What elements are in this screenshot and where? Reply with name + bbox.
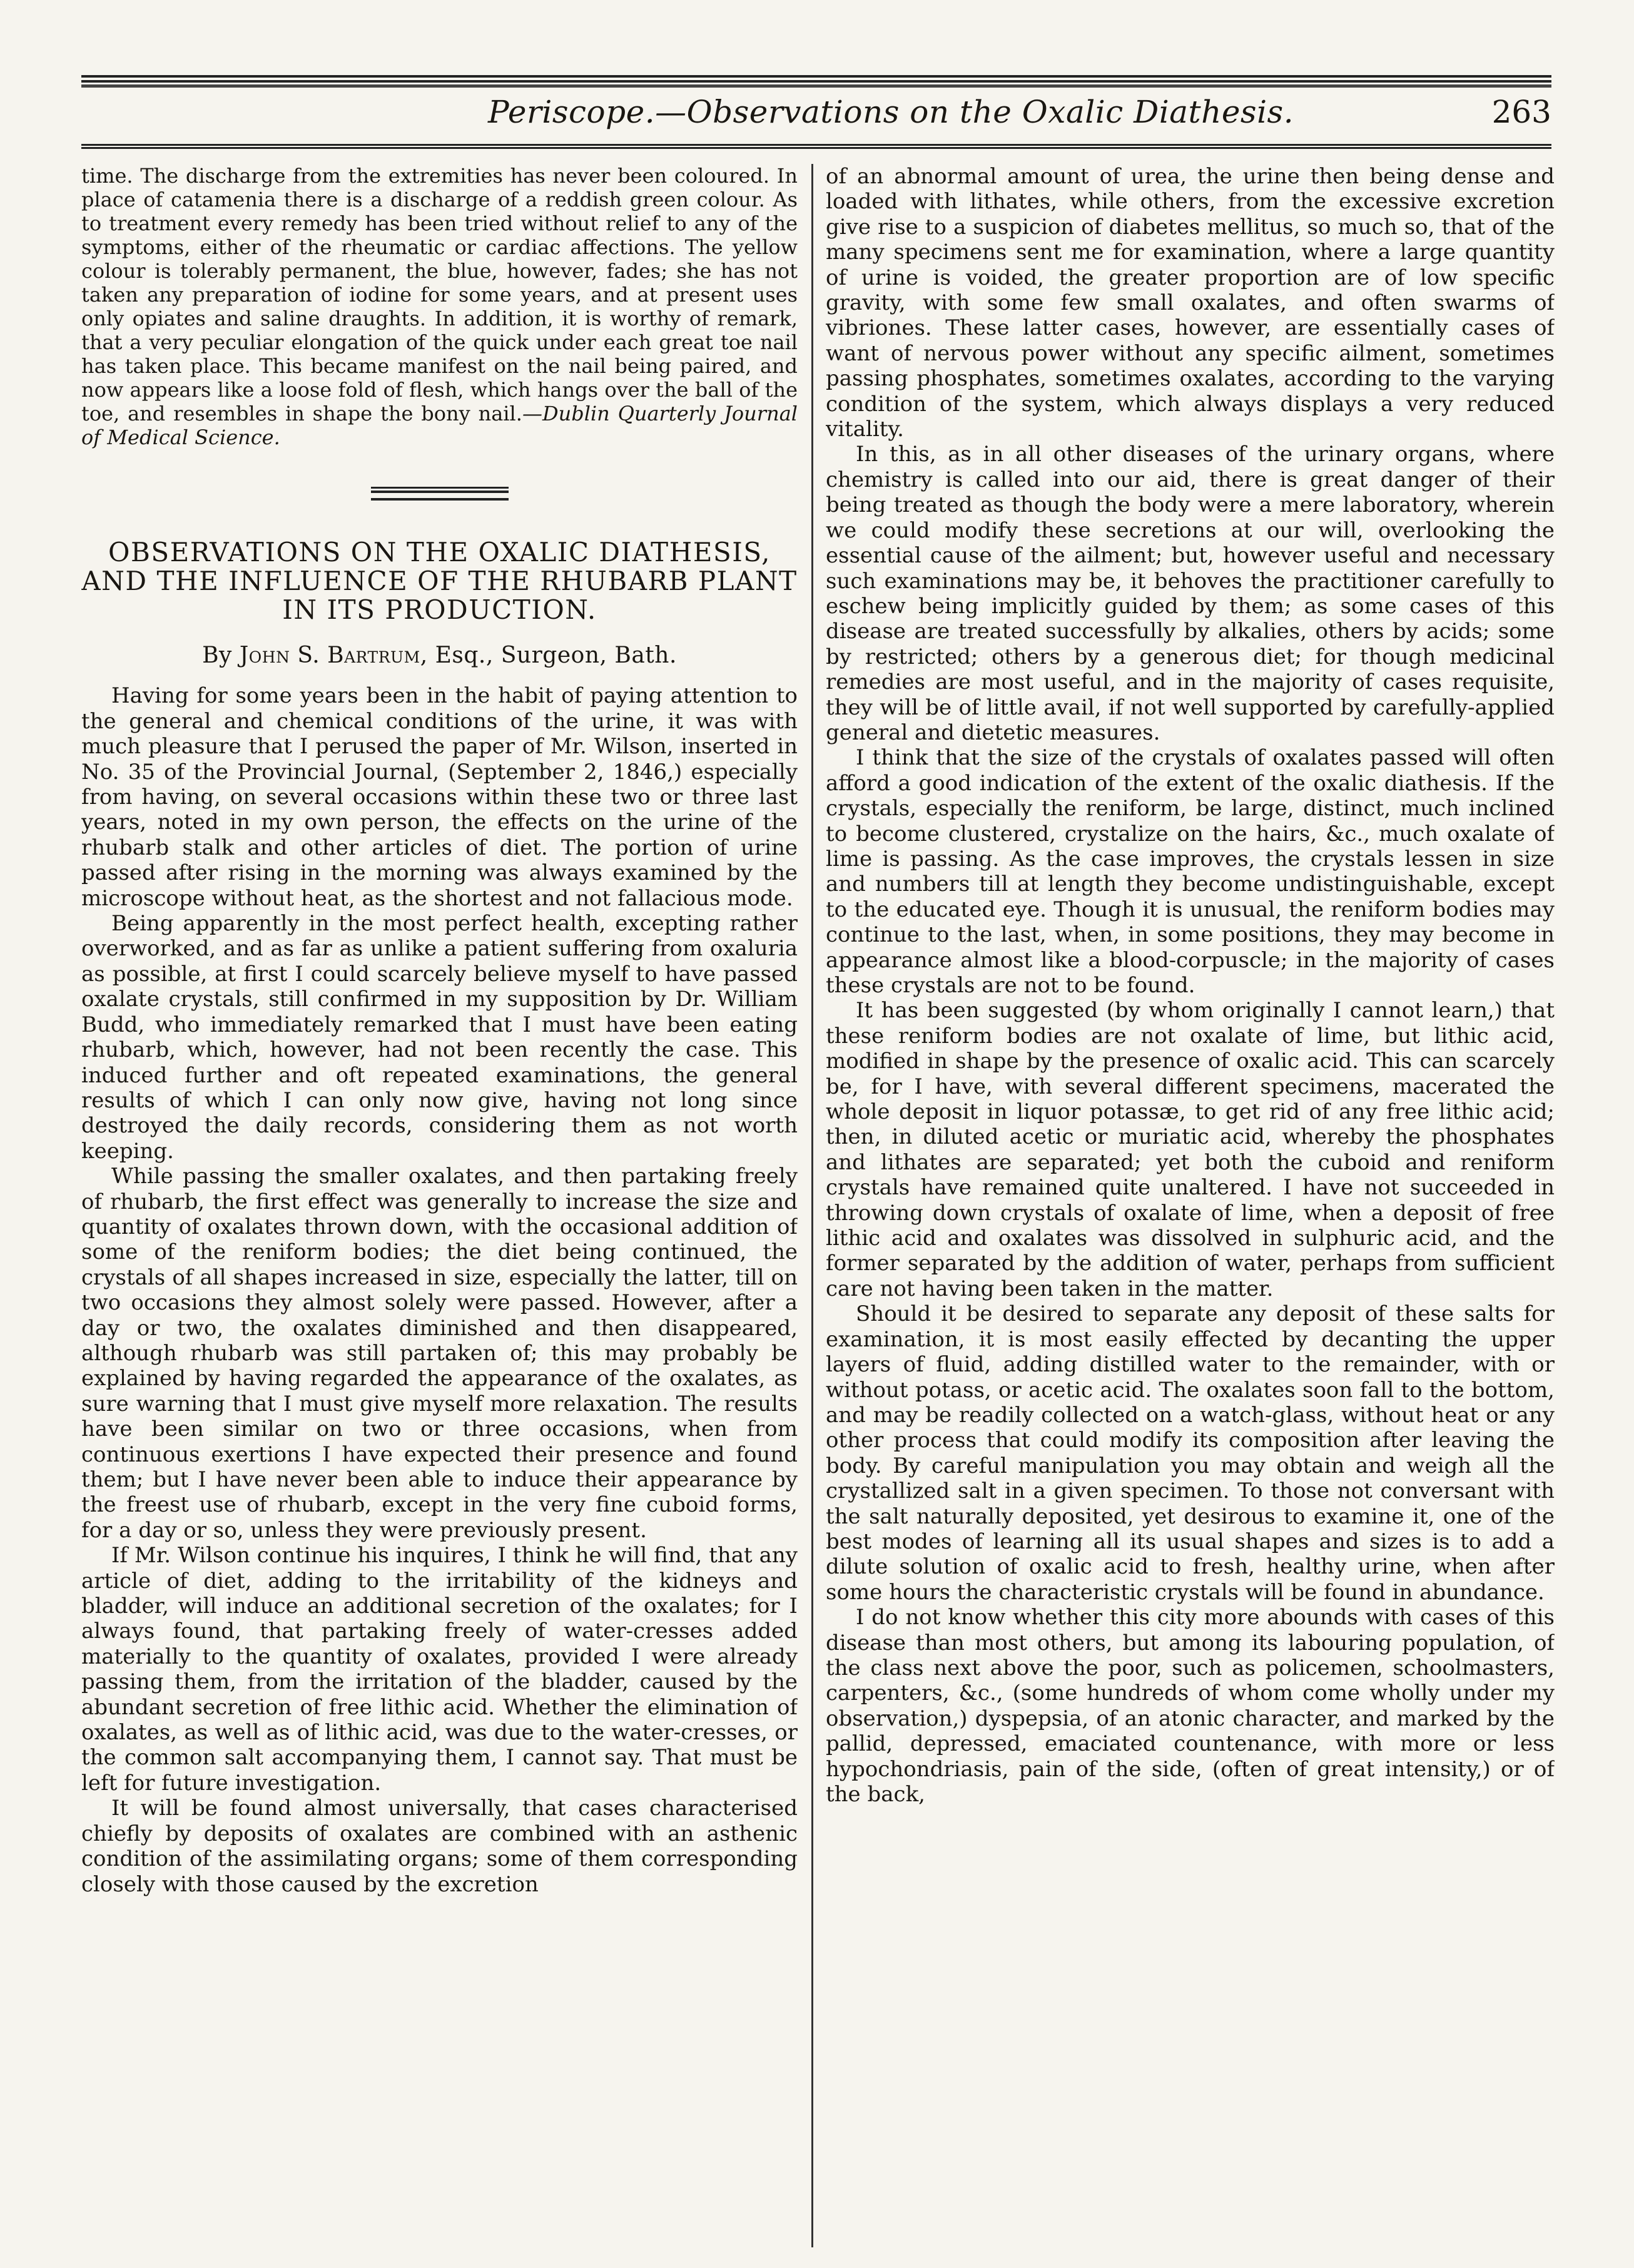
paragraph: I do not know whether this city more abounds with cases of this disease than most others, but among its labouring population, of the class next above the poor, such as policemen, schoolmasters, carpenters, &c., (some hundreds of whom come wholly under my observation,) dyspepsia, of an atonic character, and marked by the pallid, depressed, emaciated countenance, with more or less hypochondriasis, pain of the side, (often of great intensity,) or of the back, (826, 1605, 1555, 1807)
running-title: Periscope.—Observations on the Oxalic Diathesis. (488, 94, 1294, 130)
paragraph: Should it be desired to separate any deposit of these salts for examination, it is most easily effected by decanting the upper layers of fluid, adding distilled water to the remainder, with or without potass, or acetic acid. The oxalates soon fall to the bottom, and may be readily collected on a watch-glass, without heat or any other process that could modify its composition after leaving the body. By careful manipulation you may obtain and weigh all the crystallized salt in a given specimen. To those not conversant with the salt naturally deposited, yet desirous to examine it, one of the best modes of learning all its usual shapes and sizes is to add a dilute solution of oxalic acid to fresh, healthy urine, when after some hours the characteristic crystals will be found in abundance. (826, 1301, 1555, 1605)
header-rule (81, 144, 1551, 149)
byline (81, 643, 798, 668)
right-column (826, 164, 1555, 2247)
section-divider-thin (371, 498, 509, 501)
paragraph: Having for some years been in the habit of paying attention to the general and chemical conditions of the urine, it was with much pleasure that I perused the paper of Mr. Wilson, inserted in No. 35 of the Provincial Journal, (September 2, 1846,) especially from having, on several occasions within these two or three last years, noted in my own person, the effects on the urine of the rhubarb stalk and other articles of diet. The portion of urine passed after rising in the morning was always examined by the microscope without heat, as the shortest and not fallacious mode. (81, 683, 798, 911)
paragraph: I think that the size of the crystals of oxalates passed will often afford a good indication of the extent of the oxalic diathesis. If the crystals, especially the reniform, be large, distinct, much inclined to become clustered, crystalize on the hairs, &c., much oxalate of lime is passing. As the case improves, the crystals lessen in size and numbers till at length they become undistinguishable, except to the educated eye. Though it is unusual, the reniform bodies may continue to the last, when, in some positions, they may become in appearance almost like a blood-corpuscle; in the majority of cases these crystals are not to be found. (826, 745, 1555, 998)
paragraph: If Mr. Wilson continue his inquires, I think he will find, that any article of diet, adding to the irritability of the kidneys and bladder, will induce an additional secretion of the oxalates; for I always found, that partaking freely of water-cresses added materially to the quantity of oxalates, provided I were already passing them, from the irritation of the bladder, caused by the abundant secretion of free lithic acid. Whether the elimination of oxalates, as well as of lithic acid, was due to the water-cresses, or the common salt accompanying them, I cannot say. That must be left for future investigation. (81, 1543, 798, 1796)
paragraph: In this, as in all other diseases of the urinary organs, where chemistry is called into our aid, there is great danger of their being treated as though the body were a mere laboratory, wherein we could modify these secretions at our will, overlooking the essential cause of the ailment; but, however useful and necessary such examinations may be, it behoves the practitioner carefully to eschew being implicitly guided by them; as some cases of this disease are treated successfully by alkalies, others by acids; some by restricted; others by a generous diet; for though medicinal remedies are most useful, and in the majority of cases requisite, they will be of little avail, if not well supported by carefully-applied general and dietetic measures. (826, 442, 1555, 745)
page-number: 263 (1491, 94, 1551, 130)
paragraph: of an abnormal amount of urea, the urine then being dense and loaded with lithates, while others, from the excessive excretion give rise to a suspicion of diabetes mellitus, so much so, that of the many specimens sent me for examination, where a large quantity of urine is voided, the greater proportion are of low specific gravity, with some few small oxalates, and often swarms of vibriones. These latter cases, however, are essentially cases of want of nervous power without any specific ailment, sometimes passing phosphates, sometimes oxalates, according to the varying condition of the system, which always displays a very reduced vitality. (826, 164, 1555, 442)
byline-author: John S. Bartrum (239, 643, 420, 668)
paragraph: It will be found almost universally, that cases characterised chiefly by deposits of oxalates are combined with an asthenic condition of the assimilating organs; some of them corresponding closely with those caused by the excretion (81, 1796, 798, 1897)
previous-article-source: —Dublin Quarterly Journal of Medical Science. (81, 402, 798, 449)
previous-article-text: time. The discharge from the extremities has never been coloured. In place of catamenia there is a discharge of a reddish green colour. As to treatment every remedy has been tried without relief to any of the symptoms, either of the rheumatic or cardiac affections. The yellow colour is tolerably permanent, the blue, however, fades; she has not taken any preparation of iodine for some years, and at present uses only opiates and saline draughts. In addition, it is worthy of remark, that a very peculiar elongation of the quick under each great toe nail has taken place. This became manifest on the nail being paired, and now appears like a loose fold of flesh, which hangs over the ball of the toe, and resembles in shape the bony nail.—Dublin Quarterly Journal of Medical Science. (81, 164, 798, 449)
paragraph: While passing the smaller oxalates, and then partaking freely of rhubarb, the first effect was generally to increase the size and quantity of oxalates thrown down, with the occasional addition of some of the reniform bodies; the diet being continued, the crystals of all shapes increased in size, especially the latter, till on two occasions they almost solely were passed. However, after a day or two, the oxalates diminished and then disappeared, although rhubarb was still partaken of; this may probably be explained by having regarded the appearance of the oxalates, as sure warning that I must give myself more relaxation. The results have been similar on two or three occasions, when from continuous exertions I have expected their presence and found them; but I have never been able to induce their appearance by the freest use of rhubarb, except in the very fine cuboid forms, for a day or so, unless they were previously present. (81, 1164, 798, 1543)
running-header (81, 94, 1551, 138)
left-column (81, 164, 798, 2247)
paragraph: It has been suggested (by whom originally I cannot learn,) that these reniform bodies are not oxalate of lime, but lithic acid, modified in shape by the presence of oxalic acid. This can scarcely be, for I have, with several different specimens, macerated the whole deposit in liquor potassæ, to get rid of any free lithic acid; then, in diluted acetic or muriatic acid, whereby the phosphates and lithates are separated; yet both the cuboid and reniform crystals have remained quite unaltered. I have not succeeded in throwing down crystals of oxalate of lime, when a deposit of free lithic acid and oxalates was dissolved in sulphuric acid, and the former separated by the addition of water, perhaps from sufficient care not having been taken in the matter. (826, 998, 1555, 1301)
section-divider (371, 487, 509, 493)
top-rule (81, 75, 1551, 88)
column-divider (811, 164, 813, 2247)
paragraph: Being apparently in the most perfect health, excepting rather overworked, and as far as unlike a patient suffering from oxaluria as possible, at first I could scarcely believe myself to have passed oxalate crystals, still confirmed in my supposition by Dr. William Budd, who immediately remarked that I must have been eating rhubarb, which, however, had not been recently the case. This induced further and oft repeated examinations, the general results of which I can only now give, having not long since destroyed the daily records, considering them as not worth keeping. (81, 911, 798, 1164)
byline-by: By (202, 643, 232, 668)
byline-credentials: , Esq., Surgeon, Bath. (420, 643, 677, 668)
article-title: OBSERVATIONS ON THE OXALIC DIATHESIS, AND THE INFLUENCE OF THE RHUBARB PLANT IN ITS PRODUCTION. (81, 537, 798, 625)
